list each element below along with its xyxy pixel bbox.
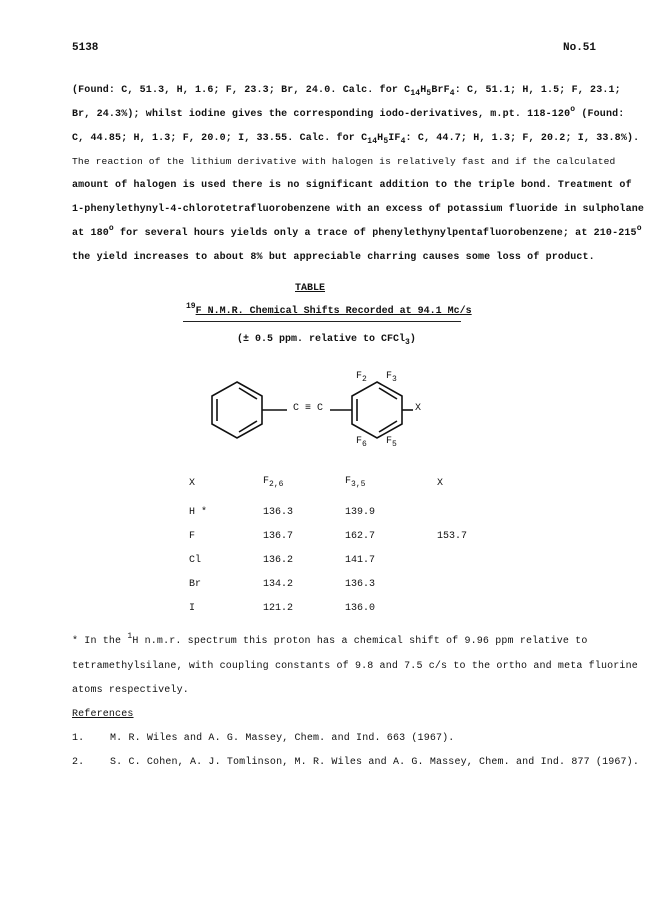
footnote-line-1: * In the $^1$H n.m.r. spectrum this proton has a chemical shift of 9.96 ppm relative to xyxy=(72,632,588,647)
body-line-7: at 180$^o$ for several hours yields only a trace of phenylethynylpentafluorobenzene; at 210-215$^o$ xyxy=(72,224,642,239)
cell-f26: 136.3 xyxy=(263,507,294,518)
cell-f35: 141.7 xyxy=(345,555,376,566)
footnote-line-2: tetramethylsilane, with coupling constants of 9.8 and 7.5 c/s to the ortho and meta fluorine xyxy=(72,661,638,672)
cell-f26: 134.2 xyxy=(263,579,294,590)
header-x: X xyxy=(189,478,196,489)
reference-text: S. C. Cohen, A. J. Tomlinson, M. R. Wiles and A. G. Massey, Chem. and Ind. 877 (1967). xyxy=(110,757,639,768)
cell-f26: 121.2 xyxy=(263,603,294,614)
body-line-6: 1-phenylethynyl-4-chlorotetrafluorobenzene with an excess of potassium fluoride in sulpholane xyxy=(72,204,645,215)
f3-label: $F_3$ xyxy=(386,371,397,384)
reference-number: 2. xyxy=(72,757,85,768)
fluoro-double-bond xyxy=(379,421,397,432)
footnote-line-3: atoms respectively. xyxy=(72,685,189,696)
body-line-8: the yield increases to about 8% but appreciable charring causes some loss of product. xyxy=(72,252,595,263)
cell-x-shift: 153.7 xyxy=(437,531,468,542)
issue-number: No.51 xyxy=(563,42,597,54)
cell-f35: 136.0 xyxy=(345,603,376,614)
cell-x: Br xyxy=(189,579,202,590)
body-line-1: (Found: C, 51.3, H, 1.6; F, 23.3; Br, 24.0. Calc. for $C_{14}H_5BrF_4$: C, 51.1; H, 1.5; F, 23.1; xyxy=(72,85,621,98)
references-heading: References xyxy=(72,709,134,720)
body-line-3: C, 44.85; H, 1.3; F, 20.0; I, 33.55. Calc. for $C_{14}H_5IF_4$: C, 44.7; H, 1.3; F, 20.2; I, 33.8%). xyxy=(72,133,640,146)
cell-x: I xyxy=(189,603,196,614)
caption-rule xyxy=(183,321,461,322)
f6-label: $F_6$ xyxy=(356,436,367,449)
phenyl-double-bond xyxy=(239,421,257,432)
x-substituent-label: X xyxy=(415,403,422,414)
body-line-4: The reaction of the lithium derivative with halogen is relatively fast and if the calculated xyxy=(72,156,616,167)
cell-f35: 136.3 xyxy=(345,579,376,590)
table-label: TABLE xyxy=(295,283,326,294)
header-x-shift: X xyxy=(437,478,444,489)
f5-label: $F_5$ xyxy=(386,436,397,449)
cell-x: H * xyxy=(189,507,208,518)
cell-f26: 136.7 xyxy=(263,531,294,542)
phenyl-double-bond xyxy=(239,388,257,399)
cell-x: Cl xyxy=(189,555,202,566)
cell-f35: 162.7 xyxy=(345,531,376,542)
phenyl-ring xyxy=(212,382,262,438)
f2-label: $F_2$ xyxy=(356,371,367,384)
header-f26: $F_{2,6}$ xyxy=(263,476,284,489)
cell-f26: 136.2 xyxy=(263,555,294,566)
header-f35: $F_{3,5}$ xyxy=(345,476,366,489)
cell-x: F xyxy=(189,531,196,542)
reference-number: 1. xyxy=(72,733,85,744)
reference-text: M. R. Wiles and A. G. Massey, Chem. and Ind. 663 (1967). xyxy=(110,733,455,744)
body-line-5: amount of halogen is used there is no significant addition to the triple bond. Treatment of xyxy=(72,180,632,191)
cell-f35: 139.9 xyxy=(345,507,376,518)
body-line-2: Br, 24.3%); whilst iodine gives the corresponding iodo-derivatives, m.pt. 118-120$^o$ (Found: xyxy=(72,105,625,120)
table-caption: $^{19}$F N.M.R. Chemical Shifts Recorded at 94.1 Mc/s xyxy=(186,302,472,317)
alkyne-label: C ≡ C xyxy=(293,403,324,414)
table-subcaption: (± 0.5 ppm. relative to CFCl$_3$) xyxy=(237,334,416,347)
page-number: 5138 xyxy=(72,42,99,54)
fluoro-double-bond xyxy=(379,388,397,399)
fluoro-ring xyxy=(352,382,402,438)
